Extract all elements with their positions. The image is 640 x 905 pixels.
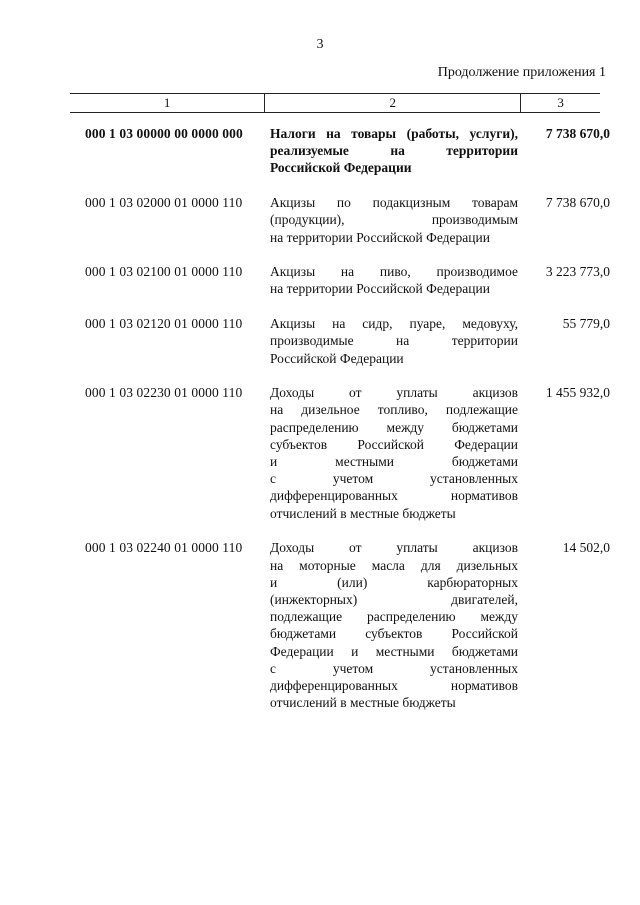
- budget-code: 000 1 03 02240 01 0000 110: [85, 540, 243, 556]
- description-line: подлежащие распределению между: [270, 609, 518, 625]
- description-line: и местными бюджетами: [270, 454, 518, 469]
- amount-value: 3 223 773,0: [545, 264, 610, 280]
- column-header-1: 1: [70, 94, 265, 112]
- column-header-3: 3: [557, 95, 564, 110]
- row-description: [270, 315, 518, 367]
- description-line: Акцизы на пиво, производимое: [270, 264, 518, 280]
- description-line: на территории Российской Федерации: [270, 229, 490, 245]
- amount-value: 7 738 670,0: [545, 126, 610, 141]
- description-line: отчислений в местные бюджеты: [270, 695, 456, 711]
- page-number: 3: [316, 37, 324, 52]
- amount-value: 14 502,0: [562, 540, 610, 556]
- description-line: дифференцированных нормативов: [270, 677, 518, 693]
- amount-value: 1 455 932,0: [545, 385, 610, 401]
- description-line: и (или) карбюраторных: [270, 574, 518, 590]
- description-line: (инжекторных) двигателей,: [270, 591, 518, 607]
- description-line: с учетом установленных: [270, 660, 518, 676]
- row-description: [270, 539, 518, 711]
- description-line: производимые на территории: [270, 333, 518, 349]
- description-line: на моторные масла для дизельных: [270, 557, 518, 573]
- description-line: распределению между бюджетами: [270, 419, 518, 435]
- description-line: Акцизы на сидр, пуаре, медовуху,: [270, 316, 518, 332]
- description-line: реализуемые на территории: [270, 143, 518, 159]
- description-line: Российской Федерации: [270, 160, 412, 176]
- budget-code: 000 1 03 02230 01 0000 110: [85, 385, 243, 401]
- budget-code: 000 1 03 02120 01 0000 110: [85, 316, 243, 332]
- budget-code: 000 1 03 02000 01 0000 110: [85, 195, 243, 211]
- description-line: Налоги на товары (работы, услуги),: [270, 126, 518, 141]
- budget-code: 000 1 03 00000 00 0000 000: [85, 126, 243, 141]
- description-line: на территории Российской Федерации: [270, 281, 490, 297]
- description-line: Федерации и местными бюджетами: [270, 643, 518, 659]
- description-line: (продукции), производимым: [270, 212, 518, 228]
- column-header-2: 2: [265, 94, 521, 112]
- description-line: дифференцированных нормативов: [270, 488, 518, 504]
- row-description: [270, 194, 518, 246]
- budget-code: 000 1 03 02100 01 0000 110: [85, 264, 243, 280]
- table-header: [70, 93, 600, 113]
- amount-value: 7 738 670,0: [545, 195, 610, 211]
- description-line: Акцизы по подакцизным товарам: [270, 195, 518, 211]
- row-description: [270, 125, 518, 177]
- continuation-label: Продолжение приложения 1: [437, 65, 606, 80]
- description-line: Доходы от уплаты акцизов: [270, 540, 518, 556]
- description-line: отчислений в местные бюджеты: [270, 505, 456, 521]
- description-line: Российской Федерации: [270, 350, 404, 366]
- amount-value: 55 779,0: [562, 316, 610, 332]
- description-line: на дизельное топливо, подлежащие: [270, 402, 518, 418]
- description-line: бюджетами субъектов Российской: [270, 626, 518, 642]
- description-line: субъектов Российской Федерации: [270, 436, 518, 452]
- row-description: [270, 384, 518, 522]
- description-line: с учетом установленных: [270, 471, 518, 487]
- row-description: [270, 263, 518, 297]
- description-line: Доходы от уплаты акцизов: [270, 385, 518, 401]
